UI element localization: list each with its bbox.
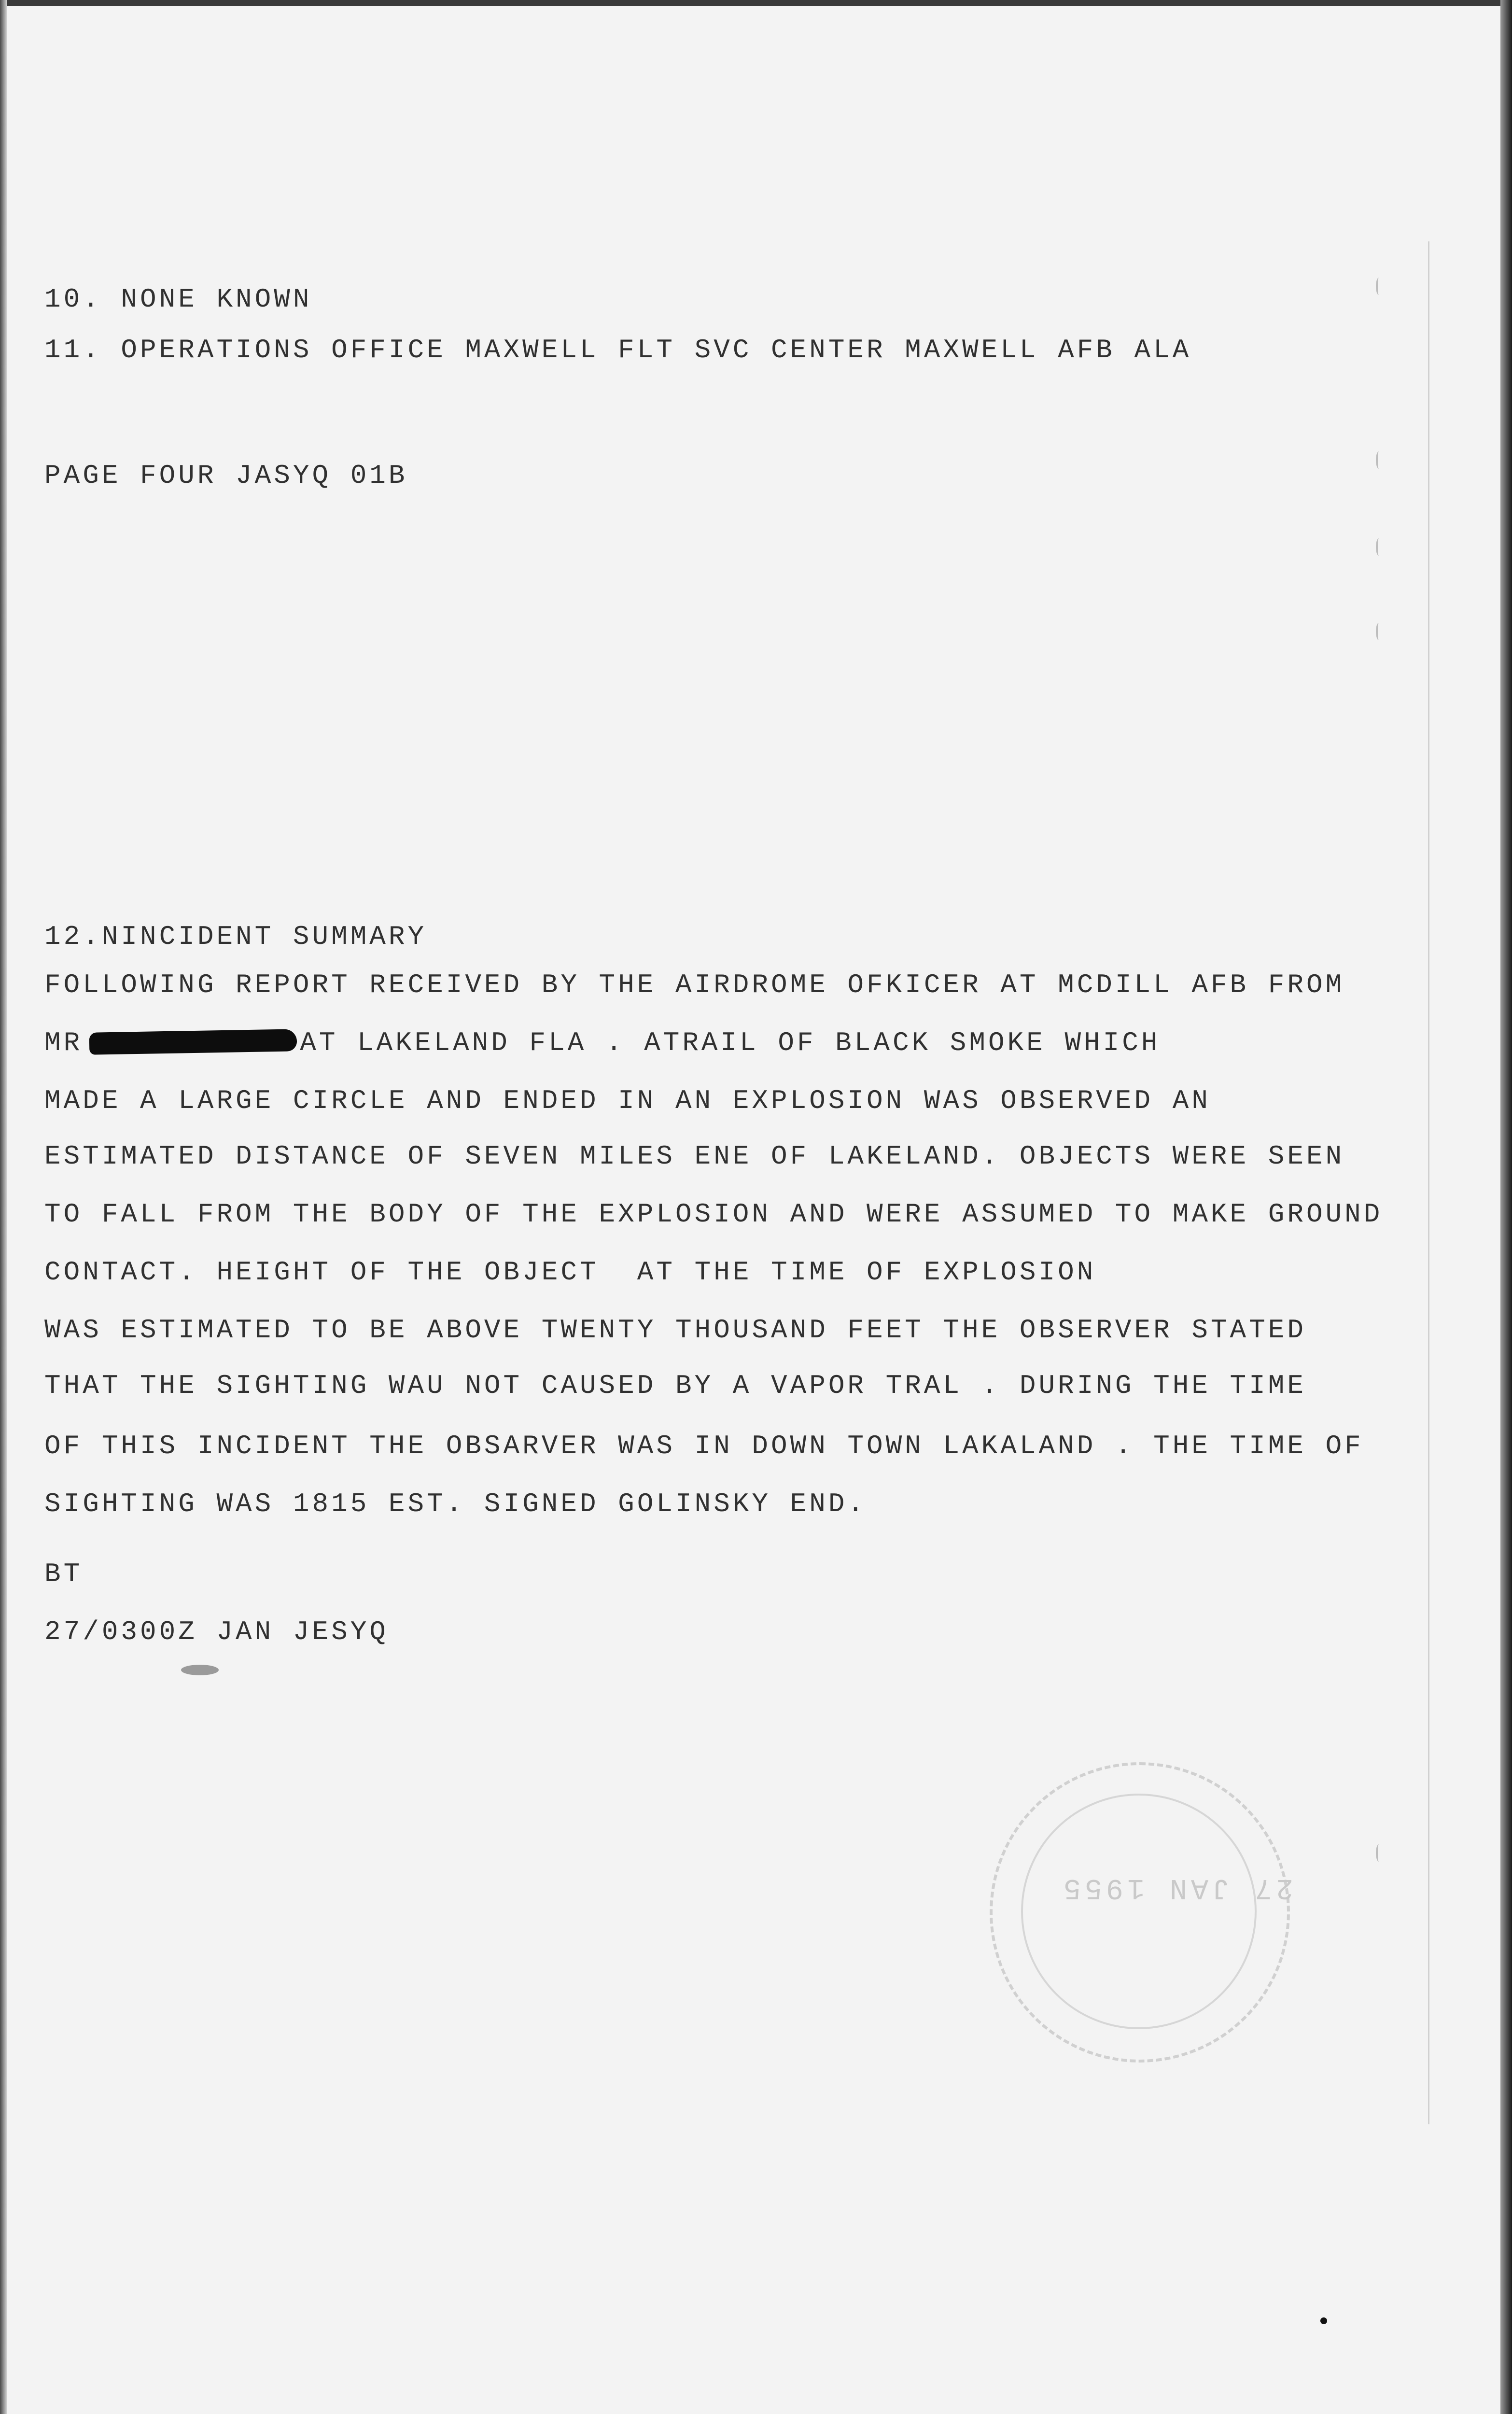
- margin-mark: [1376, 451, 1382, 469]
- margin-rule: [1428, 241, 1429, 2124]
- break-marker: BT: [44, 1558, 83, 1589]
- ink-dot: [1320, 2317, 1327, 2324]
- summary-line-prefix: MR: [44, 1027, 83, 1058]
- summary-line: WAS ESTIMATED TO BE ABOVE TWENTY THOUSAND FEET THE OBSERVER STATED: [44, 1315, 1306, 1346]
- received-stamp-inner-ring: [1021, 1794, 1257, 2029]
- item-10: 10. NONE KNOWN: [44, 284, 312, 315]
- page-header: PAGE FOUR JASYQ 01B: [44, 460, 408, 491]
- summary-line: CONTACT. HEIGHT OF THE OBJECT AT THE TIME OF EXPLOSION: [44, 1257, 1096, 1288]
- summary-line-suffix: AT LAKELAND FLA . ATRAIL OF BLACK SMOKE WHICH: [300, 1027, 1161, 1058]
- summary-line: ESTIMATED DISTANCE OF SEVEN MILES ENE OF LAKELAND. OBJECTS WERE SEEN: [44, 1141, 1345, 1172]
- summary-line: THAT THE SIGHTING WAU NOT CAUSED BY A VAPOR TRAL . DURING THE TIME: [44, 1370, 1306, 1401]
- margin-mark: [1376, 1844, 1382, 1862]
- summary-line: OF THIS INCIDENT THE OBSARVER WAS IN DOWN TOWN LAKALAND . THE TIME OF: [44, 1431, 1364, 1461]
- margin-mark: [1376, 623, 1382, 640]
- scan-border-top: [0, 0, 1512, 6]
- summary-line: MADE A LARGE CIRCLE AND ENDED IN AN EXPLOSION WAS OBSERVED AN: [44, 1085, 1211, 1116]
- redaction-bar: [89, 1029, 297, 1054]
- summary-line: FOLLOWING REPORT RECEIVED BY THE AIRDROME OFKICER AT MCDILL AFB FROM: [44, 969, 1345, 1000]
- scan-border-left: [0, 0, 7, 2414]
- datetime-group: 27/0300Z JAN JESYQ: [44, 1616, 389, 1647]
- summary-line: TO FALL FROM THE BODY OF THE EXPLOSION AND WERE ASSUMED TO MAKE GROUND: [44, 1199, 1383, 1230]
- item-11: 11. OPERATIONS OFFICE MAXWELL FLT SVC CENTER MAXWELL AFB ALA: [44, 335, 1192, 365]
- section-12-heading: 12.NINCIDENT SUMMARY: [44, 921, 427, 952]
- stamp-date: 27 JAN 1955: [1060, 1871, 1294, 1904]
- summary-line-with-redaction: [44, 1028, 1160, 1057]
- margin-mark: [1376, 538, 1382, 556]
- margin-mark: [1376, 278, 1382, 295]
- summary-line: SIGHTING WAS 1815 EST. SIGNED GOLINSKY END.: [44, 1488, 867, 1519]
- ink-smudge: [181, 1665, 219, 1675]
- scan-border-right: [1500, 0, 1512, 2414]
